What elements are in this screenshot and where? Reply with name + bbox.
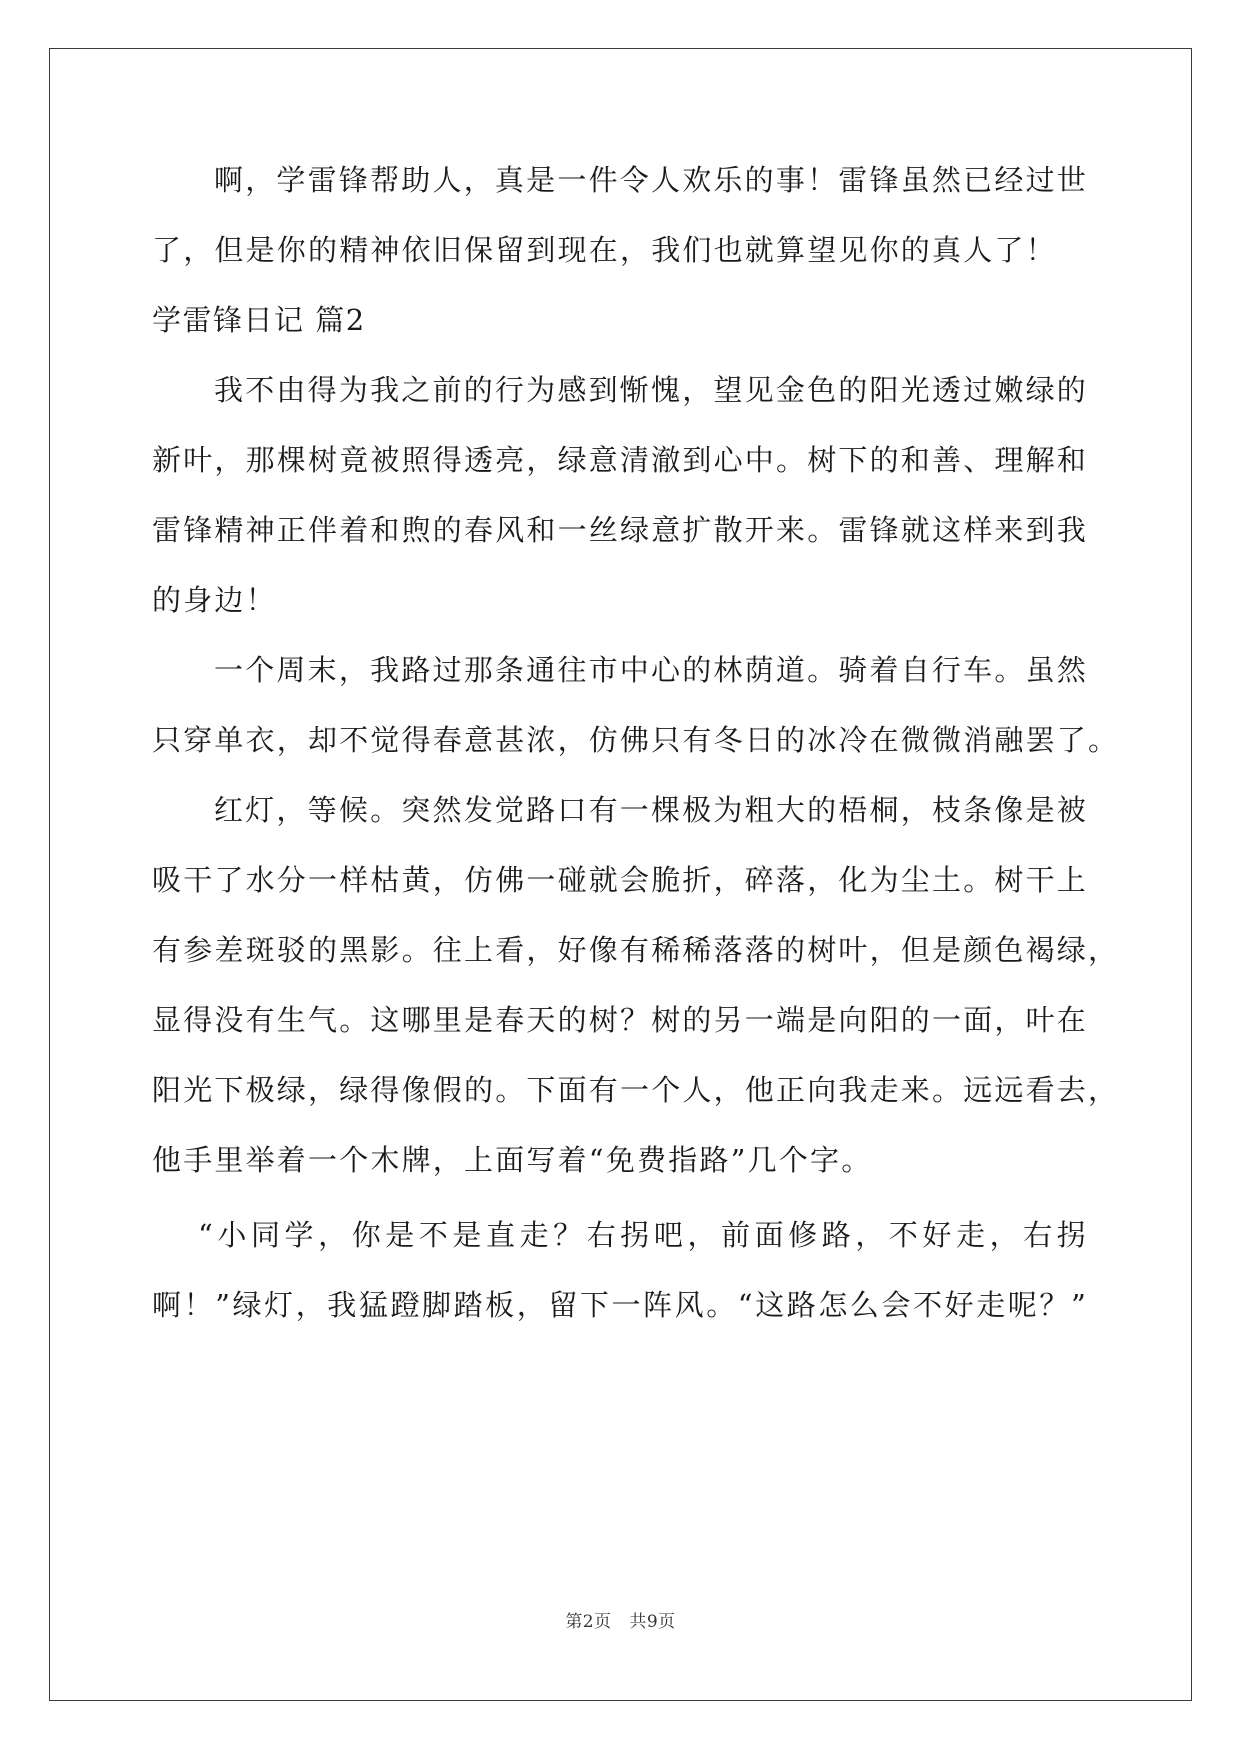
paragraph-line: 吸干了水分一样枯黄，仿佛一碰就会脆折，碎落，化为尘土。树干上 <box>152 863 1089 897</box>
paragraph-line: 有参差斑驳的黑影。往上看，好像有稀稀落落的树叶，但是颜色褐绿， <box>152 933 1120 967</box>
page-total: 共9页 <box>629 1612 676 1632</box>
paragraph-line: 只穿单衣，却不觉得春意甚浓，仿佛只有冬日的冰冷在微微消融罢了。 <box>152 723 1120 757</box>
paragraph-line: 新叶，那棵树竟被照得透亮，绿意清澈到心中。树下的和善、理解和 <box>152 443 1089 477</box>
paragraph-line: 显得没有生气。这哪里是春天的树？树的另一端是向阳的一面，叶在 <box>152 1003 1089 1037</box>
page-number: 第2页 <box>565 1612 612 1632</box>
paragraph-line: 啊，学雷锋帮助人，真是一件令人欢乐的事！雷锋虽然已经过世 <box>214 163 1088 197</box>
paragraph-line: 阳光下极绿，绿得像假的。下面有一个人，他正向我走来。远远看去， <box>152 1073 1120 1107</box>
paragraph-line: 红灯，等候。突然发觉路口有一棵极为粗大的梧桐，枝条像是被 <box>214 793 1088 827</box>
paragraph-line: 一个周末，我路过那条通往市中心的林荫道。骑着自行车。虽然 <box>214 653 1088 687</box>
paragraph-line: “小同学，你是不是直走？右拐吧，前面修路，不好走，右拐 <box>198 1218 1088 1252</box>
paragraph-line: 雷锋精神正伴着和煦的春风和一丝绿意扩散开来。雷锋就这样来到我 <box>152 513 1089 547</box>
paragraph-line: 的身边！ <box>152 583 277 617</box>
section-heading: 学雷锋日记 篇2 <box>152 303 366 337</box>
paragraph-line: 他手里举着一个木牌，上面写着“免费指路”几个字。 <box>152 1143 873 1177</box>
paragraph-line: 我不由得为我之前的行为感到惭愧，望见金色的阳光透过嫩绿的 <box>214 373 1088 407</box>
paragraph-line: 啊！”绿灯，我猛蹬脚踏板，留下一阵风。“这路怎么会不好走呢？” <box>152 1288 1088 1322</box>
paragraph-line: 了，但是你的精神依旧保留到现在，我们也就算望见你的真人了！ <box>152 233 1057 267</box>
page-footer <box>0 1607 1241 1632</box>
